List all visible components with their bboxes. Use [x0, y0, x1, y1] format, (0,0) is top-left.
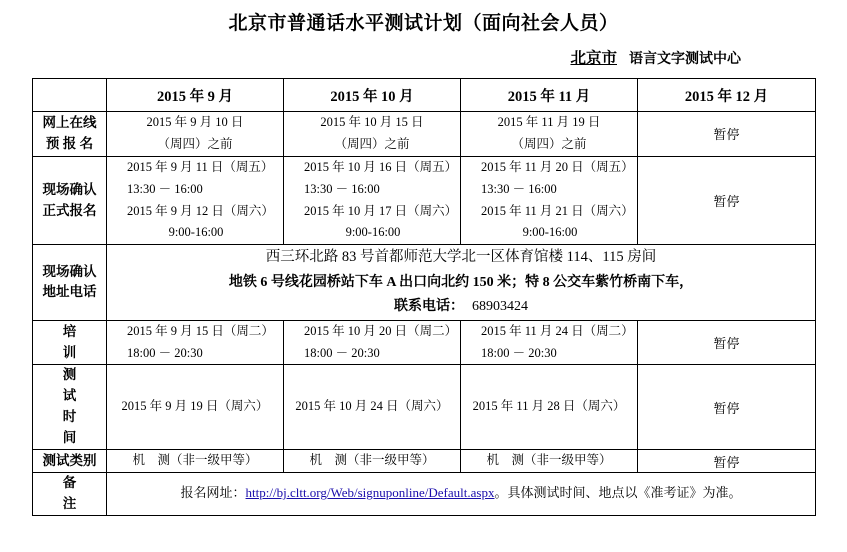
- row-label-note: [33, 472, 122, 515]
- cell-line: 2015 年 9 月 12 日（周六）: [127, 203, 274, 218]
- cell-line: 13:30 － 16:00: [304, 181, 380, 196]
- header-cell-nov: 2015 年 11 月: [461, 79, 638, 112]
- cell-line: （周四）之前: [334, 136, 410, 151]
- cell-onsite-oct: [284, 156, 461, 245]
- note-prefix: 报名网址：: [180, 485, 246, 501]
- cell-line: 2015 年 9 月 10 日: [146, 115, 244, 129]
- row-label-line: 测试类别: [42, 452, 97, 468]
- cell-note: [107, 472, 816, 515]
- cell-line: 9:00-16:00: [522, 225, 578, 240]
- test-plan-table: [32, 78, 816, 516]
- address-line-2: 地铁 6 号线花园桥站下车 A 出口向北约 150 米；特 8 公交车紫竹桥南下车，: [228, 274, 694, 290]
- cell-line: 18:00 － 20:30: [481, 345, 557, 360]
- cell-line: 13:30 － 16:00: [481, 181, 557, 196]
- row-label-training: [33, 320, 122, 365]
- cell-line: 2015 年 10 月 16 日（周五）: [304, 159, 458, 174]
- cell-onsite-dec: 暂停: [638, 156, 816, 245]
- table-header-row: [33, 79, 816, 112]
- header-cell-sep: 2015 年 9 月: [107, 79, 284, 112]
- row-label-onsite-confirmation: [33, 156, 107, 245]
- cell-line: 2015 年 10 月 17 日（周六）: [304, 203, 458, 218]
- row-label-line: 预 报 名: [45, 135, 94, 151]
- cell-line: 2015 年 11 月 20 日（周五）: [481, 159, 634, 174]
- row-label-line: 现场确认: [42, 181, 97, 197]
- row-label-online-registration: [33, 112, 107, 157]
- row-label-line: 网上在线: [42, 114, 97, 130]
- row-label-line: 地址电话: [42, 284, 97, 300]
- issuer-line: [0, 46, 847, 68]
- row-label-line: 测 试: [62, 367, 122, 404]
- cell-category-oct: 机 测（非一级甲等）: [284, 450, 461, 473]
- cell-onsite-nov: [461, 156, 638, 245]
- table-row: [33, 245, 816, 320]
- cell-line: 2015 年 11 月 19 日: [497, 115, 601, 129]
- table-row: [33, 472, 816, 515]
- header-cell-0: [33, 79, 107, 112]
- cell-online-dec: 暂停: [638, 112, 816, 157]
- document-page: [0, 8, 847, 552]
- telephone-number: 68903424: [472, 299, 528, 315]
- cell-online-sep: [107, 112, 284, 157]
- cell-line: 18:00 － 20:30: [304, 345, 380, 360]
- cell-line: 2015 年 11 月 21 日（周六）: [481, 203, 634, 218]
- cell-category-sep: 机 测（非一级甲等）: [107, 450, 284, 473]
- cell-line: 2015 年 9 月 15 日（周二）: [127, 323, 274, 338]
- registration-url-link[interactable]: http://bj.cltt.org/Web/signuponline/Default.aspx: [245, 485, 495, 501]
- cell-line: 9:00-16:00: [345, 225, 401, 240]
- table-row: [33, 156, 816, 245]
- cell-testtime-oct: 2015 年 10 月 24 日（周六）: [284, 365, 461, 450]
- issuer-org: 语言文字测试中心: [629, 52, 741, 67]
- row-label-line: 时 间: [62, 409, 122, 446]
- cell-line: 9:00-16:00: [168, 225, 224, 240]
- row-label-line: 培 训: [62, 323, 122, 360]
- issuer-city: 北京市: [570, 50, 617, 67]
- cell-onsite-sep: [107, 156, 284, 245]
- cell-training-sep: [107, 320, 284, 365]
- cell-training-nov: [461, 320, 638, 365]
- address-line-3: [107, 295, 815, 320]
- cell-line: 2015 年 11 月 24 日（周二）: [481, 323, 634, 338]
- cell-category-dec: 暂停: [638, 450, 816, 473]
- row-label-test-time: [33, 365, 122, 450]
- telephone-label: 联系电话：: [394, 299, 464, 315]
- cell-line: （周四）之前: [511, 136, 587, 151]
- cell-line: 2015 年 10 月 15 日: [320, 115, 424, 129]
- cell-testtime-dec: 暂停: [638, 365, 816, 450]
- cell-line: 2015 年 9 月 11 日（周五）: [127, 159, 274, 174]
- cell-training-dec: 暂停: [638, 320, 816, 365]
- cell-line: 18:00 － 20:30: [127, 345, 203, 360]
- cell-online-oct: [284, 112, 461, 157]
- row-label-line: 备 注: [62, 474, 122, 511]
- table-row: [33, 365, 816, 450]
- table-row: [33, 320, 816, 365]
- cell-address-info: [107, 245, 816, 320]
- table-row: [33, 112, 816, 157]
- address-line-1: 西三环北路 83 号首都师范大学北一区体育馆楼 114、115 房间: [265, 249, 657, 266]
- row-label-line: 现场确认: [42, 263, 97, 279]
- cell-line: （周四）之前: [157, 136, 233, 151]
- header-cell-oct: 2015 年 10 月: [284, 79, 461, 112]
- cell-category-nov: 机 测（非一级甲等）: [461, 450, 638, 473]
- header-cell-dec: 2015 年 12 月: [638, 79, 816, 112]
- page-title: 北京市普通话水平测试计划（面向社会人员）: [228, 13, 619, 34]
- cell-online-nov: [461, 112, 638, 157]
- row-label-test-category: [33, 450, 107, 473]
- cell-testtime-nov: 2015 年 11 月 28 日（周六）: [461, 365, 638, 450]
- row-label-line: 正式报名: [42, 202, 97, 218]
- row-label-address: [33, 245, 107, 320]
- cell-line: 13:30 － 16:00: [127, 181, 203, 196]
- cell-testtime-sep: 2015 年 9 月 19 日（周六）: [107, 365, 284, 450]
- note-suffix: 。具体测试时间、地点以《准考证》为准。: [494, 485, 742, 501]
- cell-line: 2015 年 10 月 20 日（周二）: [304, 323, 458, 338]
- table-row: [33, 450, 816, 473]
- cell-training-oct: [284, 320, 461, 365]
